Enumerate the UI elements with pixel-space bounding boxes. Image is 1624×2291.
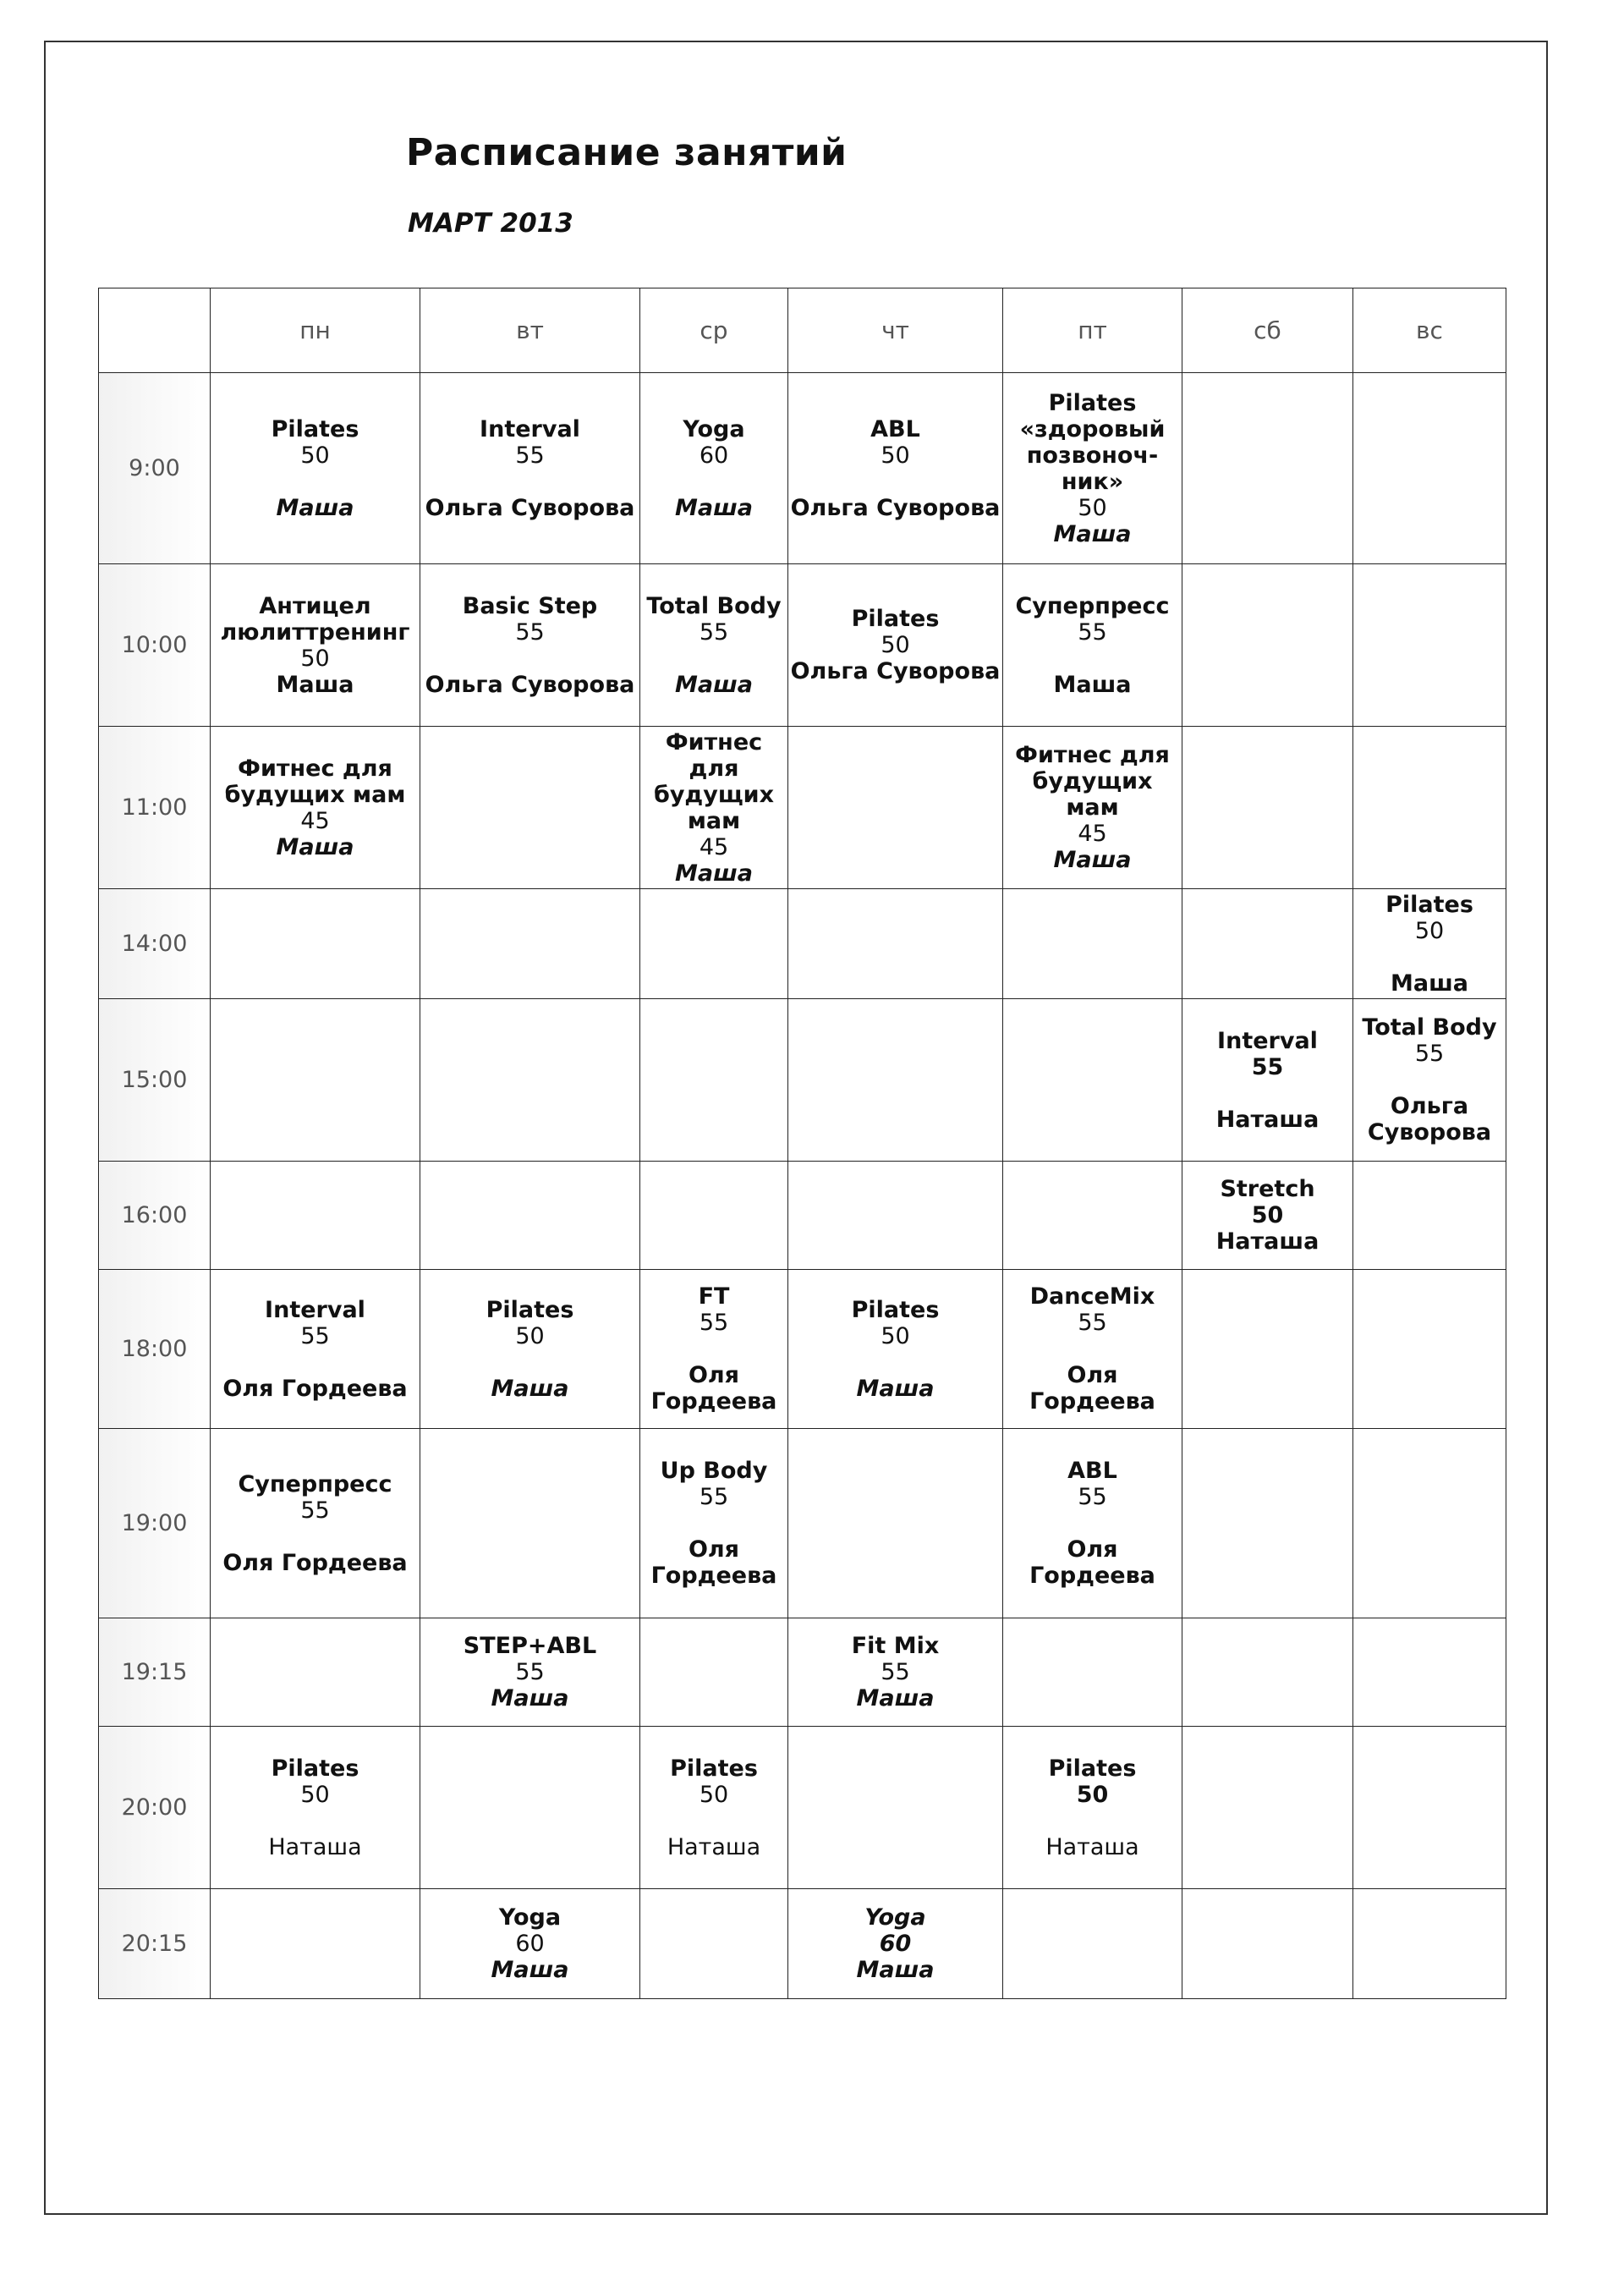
empty-cell [1353,1162,1506,1270]
class-trainer: Оля Гордеева [222,1375,408,1402]
class-cell [1182,1162,1353,1270]
empty-cell [1353,1889,1506,1999]
class-trainer: Маша [675,494,753,521]
header-row [99,288,1506,373]
class-cell [420,564,640,727]
class-trainer: Оля Гордеева [1029,1362,1155,1415]
class-name: Interval [480,415,580,442]
class-duration: 55 [1078,1484,1107,1510]
class-cell [1353,999,1506,1162]
empty-cell [1003,1889,1182,1999]
class-trainer: Маша [1053,671,1132,698]
class-trainer: Маша [1391,970,1468,997]
class-trainer: Ольга Суворова [1367,1093,1492,1146]
class-trainer: Ольга Суворова [425,494,635,521]
schedule-row [99,1618,1506,1727]
time-cell: 15:00 [99,999,211,1162]
class-name: Pilates [851,606,940,632]
class-name: Basic Step [462,592,598,619]
empty-cell [640,889,788,999]
class-name: Stretch [1220,1176,1315,1202]
empty-cell [1353,727,1506,889]
class-duration: 45 [300,807,330,834]
empty-cell [1182,373,1353,564]
class-trainer: Наташа [1215,1228,1320,1255]
class-trainer: Маша [856,1957,935,1983]
class-cell [420,1270,640,1429]
class-duration: 50 [300,1781,330,1808]
empty-cell [788,1429,1003,1618]
class-cell [420,1618,640,1727]
class-trainer: Наташа [268,1833,362,1860]
class-trainer: Маша [491,1957,569,1983]
empty-cell [788,1162,1003,1270]
class-duration: 55 [699,618,729,646]
class-trainer: Маша [856,1685,935,1711]
empty-cell [640,1889,788,1999]
empty-cell [788,999,1003,1162]
class-cell [420,1889,640,1999]
class-name: Фитнес для будущих мам [653,728,775,834]
class-name: Pilates [1048,1755,1137,1782]
class-cell [788,1618,1003,1727]
class-duration: 55 [1414,1041,1445,1067]
empty-cell [1182,1270,1353,1429]
class-trainer: Оля Гордеева [650,1362,777,1415]
class-cell [1003,727,1182,889]
class-name: Фитнес для будущих мам [1015,742,1170,821]
class-cell [788,373,1003,564]
day-header: чт [788,288,1003,373]
class-cell [640,1727,788,1889]
time-cell: 18:00 [99,1270,211,1429]
class-duration: 55 [300,1497,330,1524]
class-name: ABL [1067,1458,1117,1484]
class-cell [211,727,420,889]
class-trainer: Ольга Суворова [790,494,1001,521]
class-duration: 50 [300,645,330,672]
empty-cell [1353,1618,1506,1727]
class-trainer: Наташа [667,1833,761,1860]
class-trainer: Маша [491,1685,569,1711]
class-name: Yoga [864,1904,926,1931]
empty-cell [1003,1618,1182,1727]
class-name: FT [698,1283,730,1310]
empty-cell [1182,889,1353,999]
class-name: Yoga [498,1904,562,1931]
class-name: Суперпресс [238,1470,392,1497]
empty-cell [640,1618,788,1727]
class-duration: 55 [1078,618,1107,646]
month-label: МАРТ 2013 [408,208,573,239]
empty-cell [1353,1270,1506,1429]
class-cell [211,564,420,727]
class-trainer: Ольга Суворова [790,658,1001,684]
page-title: Расписание занятий [406,131,848,174]
class-duration: 50 [1251,1202,1284,1228]
class-cell [1003,1727,1182,1889]
class-trainer: Маша [276,833,354,860]
class-duration: 50 [699,1781,729,1808]
schedule-body [99,373,1506,1999]
schedule-row [99,1727,1506,1889]
empty-cell [420,1727,640,1889]
class-name: Pilates [271,415,359,442]
class-name: ABL [870,415,920,442]
corner-cell [99,288,211,373]
day-header: пн [211,288,420,373]
class-duration: 50 [515,1322,545,1349]
class-cell [640,1429,788,1618]
class-cell [1182,999,1353,1162]
class-trainer: Ольга Суворова [425,671,635,698]
class-duration: 60 [699,442,729,469]
empty-cell [1003,889,1182,999]
time-cell: 20:00 [99,1727,211,1889]
schedule-row [99,727,1506,889]
class-name: Pilates «здоровый позвоноч-ник» [1019,389,1166,495]
schedule-row [99,889,1506,999]
empty-cell [211,1889,420,1999]
schedule-row [99,373,1506,564]
class-duration: 55 [515,442,545,469]
class-trainer: Оля Гордеева [650,1536,777,1589]
class-duration: 50 [300,442,330,469]
schedule-row [99,1270,1506,1429]
empty-cell [420,889,640,999]
class-name: Pilates [486,1296,574,1323]
empty-cell [1003,1162,1182,1270]
empty-cell [788,1727,1003,1889]
day-header: вс [1353,288,1506,373]
class-cell [1353,889,1506,999]
class-duration: 50 [1076,1781,1109,1808]
class-trainer: Маша [276,494,354,521]
class-trainer: Наташа [1215,1106,1320,1133]
class-duration: 55 [515,618,545,646]
class-duration: 60 [879,1931,912,1957]
class-name: STEP+ABL [463,1633,597,1659]
class-cell [1003,373,1182,564]
class-trainer: Оля Гордеева [1029,1536,1155,1589]
class-cell [788,564,1003,727]
class-cell [1003,1429,1182,1618]
time-cell: 10:00 [99,564,211,727]
empty-cell [211,999,420,1162]
class-cell [640,373,788,564]
class-name: Interval [1217,1027,1318,1054]
class-cell [420,373,640,564]
class-cell [1003,1270,1182,1429]
time-cell: 14:00 [99,889,211,999]
empty-cell [640,999,788,1162]
empty-cell [640,1162,788,1270]
class-trainer: Маша [675,671,753,698]
class-name: Pilates [1385,891,1473,918]
class-name: Суперпресс [1015,592,1170,619]
class-trainer: Маша [1053,520,1132,547]
empty-cell [420,1162,640,1270]
time-cell: 9:00 [99,373,211,564]
class-duration: 50 [881,442,910,469]
empty-cell [1182,1618,1353,1727]
schedule-table [98,288,1506,1999]
class-cell [640,1270,788,1429]
empty-cell [420,727,640,889]
class-duration: 50 [881,1322,910,1349]
class-name: Антицел люлиттренинг [220,592,410,646]
empty-cell [1353,564,1506,727]
class-name: Fit Mix [851,1633,940,1659]
class-name: DanceMix [1029,1283,1155,1310]
class-duration: 55 [300,1322,330,1349]
empty-cell [788,889,1003,999]
schedule-row [99,1429,1506,1618]
empty-cell [211,1618,420,1727]
schedule-row [99,564,1506,727]
class-duration: 55 [699,1484,729,1510]
empty-cell [788,727,1003,889]
empty-cell [1182,1727,1353,1889]
time-cell: 20:15 [99,1889,211,1999]
class-name: Interval [265,1296,365,1323]
class-name: Total Body [646,592,782,619]
time-cell: 19:00 [99,1429,211,1618]
time-cell: 11:00 [99,727,211,889]
class-cell [788,1889,1003,1999]
empty-cell [1182,1429,1353,1618]
class-duration: 50 [1414,917,1445,944]
day-header: сб [1182,288,1353,373]
class-duration: 50 [881,632,910,658]
class-duration: 60 [515,1931,545,1957]
class-duration: 55 [1078,1310,1107,1336]
class-duration: 55 [699,1310,729,1336]
schedule-row [99,999,1506,1162]
empty-cell [1182,727,1353,889]
class-cell [211,1429,420,1618]
class-cell [788,1270,1003,1429]
class-duration: 55 [881,1659,910,1685]
class-cell [211,373,420,564]
empty-cell [420,1429,640,1618]
class-name: Фитнес для будущих мам [224,755,406,808]
empty-cell [1353,373,1506,564]
empty-cell [1003,999,1182,1162]
empty-cell [211,1162,420,1270]
empty-cell [1182,1889,1353,1999]
class-name: Pilates [851,1296,940,1323]
empty-cell [211,889,420,999]
time-cell: 19:15 [99,1618,211,1727]
class-trainer: Маша [491,1375,569,1402]
day-header: пт [1003,288,1182,373]
class-cell [211,1270,420,1429]
class-cell [640,727,788,889]
class-duration: 45 [699,833,729,860]
class-name: Total Body [1362,1014,1497,1041]
schedule-row [99,1889,1506,1999]
class-cell [211,1727,420,1889]
class-trainer: Оля Гордеева [222,1549,408,1576]
schedule-row [99,1162,1506,1270]
class-trainer: Маша [1053,847,1132,873]
class-name: Up Body [660,1458,768,1484]
empty-cell [420,999,640,1162]
class-name: Yoga [683,415,745,442]
class-cell [1003,564,1182,727]
class-duration: 55 [515,1659,545,1685]
class-duration: 50 [1078,494,1107,521]
class-duration: 55 [1251,1053,1284,1080]
class-cell [640,564,788,727]
class-trainer: Наташа [1045,1833,1139,1860]
empty-cell [1353,1727,1506,1889]
class-trainer: Маша [675,860,753,887]
class-trainer: Маша [276,671,354,698]
class-duration: 45 [1078,821,1107,847]
day-header: вт [420,288,640,373]
class-name: Pilates [271,1755,359,1782]
time-cell: 16:00 [99,1162,211,1270]
class-trainer: Маша [856,1375,935,1402]
day-header: ср [640,288,788,373]
class-name: Pilates [670,1755,758,1782]
empty-cell [1353,1429,1506,1618]
empty-cell [1182,564,1353,727]
